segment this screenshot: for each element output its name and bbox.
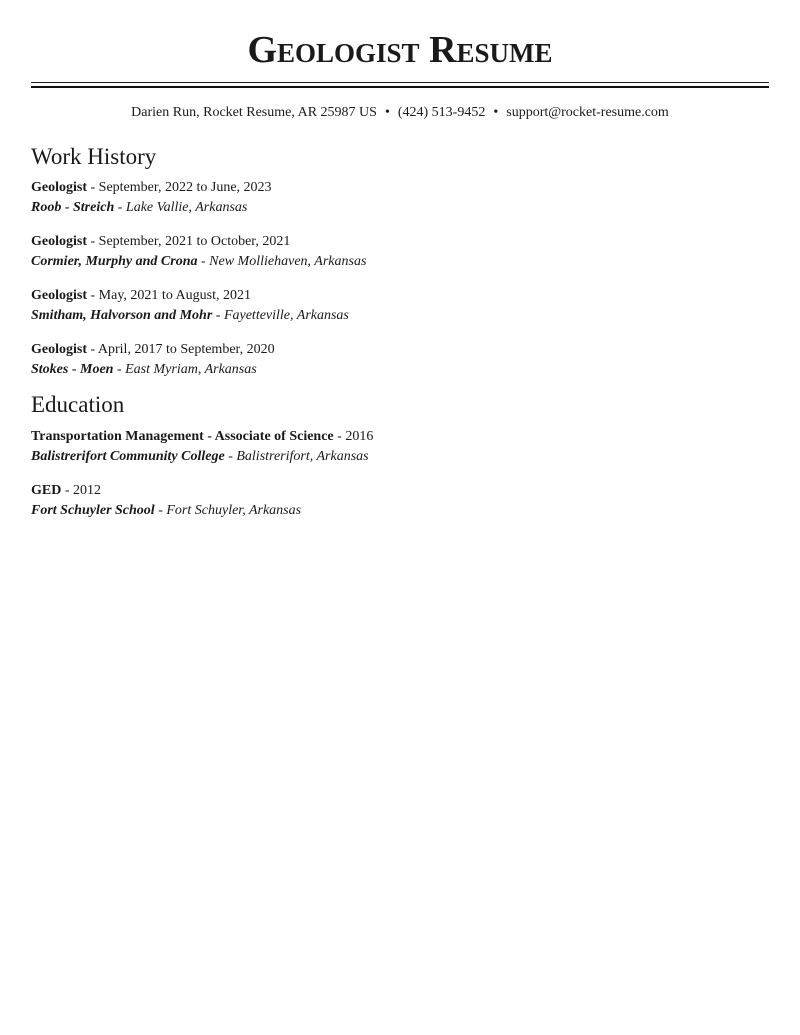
school-location: Fort Schuyler, Arkansas: [166, 503, 302, 518]
job-title: Geologist: [31, 288, 87, 303]
separator-dot: •: [384, 105, 390, 120]
education-entry: GED - 2012 Fort Schuyler School - Fort Schuyler, Arkansas: [31, 483, 302, 518]
graduation-year: 2012: [73, 483, 102, 498]
company-name: Smitham, Halvorson and Mohr: [31, 308, 213, 323]
divider-thick: [31, 86, 769, 88]
resume-title: Geologist Resume: [247, 29, 553, 71]
education-heading: Education: [31, 392, 125, 417]
company-location: East Myriam, Arkansas: [125, 362, 257, 377]
company-location: New Molliehaven, Arkansas: [209, 254, 367, 269]
contact-phone: (424) 513-9452: [397, 105, 486, 120]
job-title: Geologist: [31, 180, 87, 195]
school-name: Balistrerifort Community College: [31, 449, 225, 464]
contact-address: Darien Run, Rocket Resume, AR 25987 US: [131, 105, 377, 120]
school-name: Fort Schuyler School: [31, 503, 155, 518]
company-location: Lake Vallie, Arkansas: [125, 200, 248, 215]
degree: Transportation Management - Associate of Science: [31, 429, 334, 444]
work-history-heading: Work History: [31, 144, 157, 169]
job-title: Geologist: [31, 234, 87, 249]
company-name: Stokes - Moen: [31, 362, 114, 377]
divider-thin: [31, 82, 769, 83]
separator-dot: •: [493, 105, 499, 120]
company-name: Roob - Streich: [31, 200, 115, 215]
work-entry: Geologist - September, 2022 to June, 2023 Roob - Streich - Lake Vallie, Arkansas: [31, 180, 272, 215]
contact-line: [31, 103, 769, 123]
school-location: Balistrerifort, Arkansas: [236, 449, 369, 464]
graduation-year: 2016: [345, 429, 374, 444]
work-entry: Geologist - September, 2021 to October, 2021 Cormier, Murphy and Crona - New Molliehaven, Arkansas: [31, 234, 367, 269]
contact-email: support@rocket-resume.com: [506, 105, 669, 120]
education-entry: Transportation Management - Associate of Science - 2016 Balistrerifort Community College - Balistrerifort, Arkansas: [31, 429, 374, 464]
job-dates: April, 2017 to September, 2020: [97, 342, 275, 357]
degree: GED: [31, 483, 62, 498]
job-dates: September, 2022 to June, 2023: [98, 180, 272, 195]
work-entry: Geologist - May, 2021 to August, 2021 Smitham, Halvorson and Mohr - Fayetteville, Arkansas: [31, 288, 349, 323]
job-dates: September, 2021 to October, 2021: [98, 234, 291, 249]
work-entry: Geologist - April, 2017 to September, 2020 Stokes - Moen - East Myriam, Arkansas: [31, 342, 275, 377]
job-dates: May, 2021 to August, 2021: [98, 288, 251, 303]
company-name: Cormier, Murphy and Crona: [31, 254, 198, 269]
job-title: Geologist: [31, 342, 87, 357]
company-location: Fayetteville, Arkansas: [223, 308, 349, 323]
